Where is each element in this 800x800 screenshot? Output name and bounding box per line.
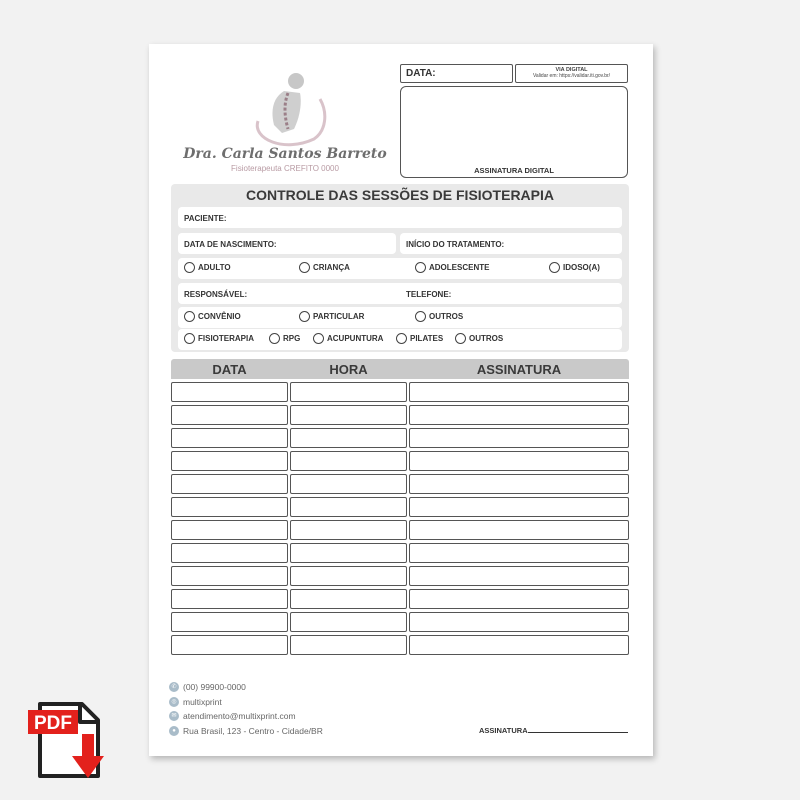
radio-icon — [549, 262, 560, 273]
option-label: RPG — [283, 334, 301, 343]
cell-assinatura[interactable] — [409, 405, 629, 425]
option-convenio[interactable] — [184, 311, 241, 322]
form-sheet — [149, 44, 653, 756]
radio-icon — [396, 333, 407, 344]
radio-icon — [269, 333, 280, 344]
table-row — [171, 520, 629, 540]
cell-data[interactable] — [171, 382, 288, 402]
radio-icon — [313, 333, 324, 344]
digital-signature-label: ASSINATURA DIGITAL — [474, 166, 554, 175]
option-outros-therapy[interactable] — [455, 333, 503, 344]
therapy-type-row — [178, 329, 622, 350]
cell-assinatura[interactable] — [409, 566, 629, 586]
radio-icon — [415, 311, 426, 322]
cell-data[interactable] — [171, 566, 288, 586]
phone-label: TELEFONE: — [406, 290, 452, 299]
option-pilates[interactable] — [396, 333, 443, 344]
option-label: PARTICULAR — [313, 312, 365, 321]
table-row — [171, 428, 629, 448]
cell-data[interactable] — [171, 543, 288, 563]
sessions-table-body — [171, 382, 629, 658]
option-label: CONVÊNIO — [198, 312, 241, 321]
cell-hora[interactable] — [290, 497, 407, 517]
contact-phone-text: (00) 99900-0000 — [183, 682, 246, 693]
option-label: ADOLESCENTE — [429, 263, 490, 272]
cell-assinatura[interactable] — [409, 382, 629, 402]
table-row — [171, 589, 629, 609]
option-label: CRIANÇA — [313, 263, 350, 272]
date-label: DATA: — [406, 68, 436, 79]
cell-hora[interactable] — [290, 428, 407, 448]
radio-icon — [415, 262, 426, 273]
contact-email-text: atendimento@multixprint.com — [183, 711, 296, 722]
table-row — [171, 635, 629, 655]
radio-icon — [299, 262, 310, 273]
cell-hora[interactable] — [290, 635, 407, 655]
cell-assinatura[interactable] — [409, 451, 629, 471]
patient-label: PACIENTE: — [184, 214, 227, 223]
cell-data[interactable] — [171, 428, 288, 448]
table-row — [171, 566, 629, 586]
email-icon: ✉ — [169, 711, 179, 721]
via-digital-box — [515, 64, 628, 83]
instagram-icon: ◎ — [169, 697, 179, 707]
cell-hora[interactable] — [290, 405, 407, 425]
option-adolescente[interactable] — [415, 262, 489, 273]
cell-hora[interactable] — [290, 589, 407, 609]
cell-data[interactable] — [171, 589, 288, 609]
option-fisioterapia[interactable] — [184, 333, 254, 344]
cell-data[interactable] — [171, 405, 288, 425]
cell-hora[interactable] — [290, 612, 407, 632]
option-label: FISIOTERAPIA — [198, 334, 255, 343]
radio-icon — [184, 333, 195, 344]
whatsapp-icon: ✆ — [169, 682, 179, 692]
contact-address — [169, 724, 323, 739]
cell-assinatura[interactable] — [409, 497, 629, 517]
form-title: CONTROLE DAS SESSÕES DE FISIOTERAPIA — [245, 187, 555, 203]
cell-data[interactable] — [171, 635, 288, 655]
table-row — [171, 497, 629, 517]
cell-assinatura[interactable] — [409, 635, 629, 655]
option-label: OUTROS — [469, 334, 504, 343]
location-pin-icon: ● — [169, 726, 179, 736]
option-rpg[interactable] — [269, 333, 300, 344]
cell-data[interactable] — [171, 612, 288, 632]
option-idoso[interactable] — [549, 262, 600, 273]
cell-assinatura[interactable] — [409, 474, 629, 494]
cell-assinatura[interactable] — [409, 520, 629, 540]
table-row — [171, 543, 629, 563]
option-label: PILATES — [410, 334, 444, 343]
column-header-assinatura: ASSINATURA — [476, 362, 562, 377]
responsible-phone-row[interactable] — [178, 283, 622, 304]
table-row — [171, 382, 629, 402]
patient-field[interactable] — [178, 207, 622, 228]
cell-data[interactable] — [171, 451, 288, 471]
option-label: ACUPUNTURA — [327, 334, 384, 343]
pdf-download-icon[interactable] — [28, 698, 110, 782]
treatment-start-label: INÍCIO DO TRATAMENTO: — [406, 240, 505, 249]
birth-date-field[interactable] — [178, 233, 396, 254]
option-label: IDOSO(A) — [563, 263, 600, 272]
column-header-hora: HORA — [329, 362, 368, 377]
column-header-data: DATA — [212, 362, 247, 377]
radio-icon — [184, 311, 195, 322]
table-row — [171, 451, 629, 471]
option-crianca[interactable] — [299, 262, 350, 273]
age-group-row — [178, 258, 622, 279]
doctor-name: Dra. Carla Santos Barreto — [183, 146, 387, 162]
cell-assinatura[interactable] — [409, 428, 629, 448]
option-label: OUTROS — [429, 312, 464, 321]
date-field[interactable] — [400, 64, 513, 83]
option-outros-payment[interactable] — [415, 311, 463, 322]
cell-assinatura[interactable] — [409, 589, 629, 609]
radio-icon — [299, 311, 310, 322]
cell-hora[interactable] — [290, 520, 407, 540]
birth-date-label: DATA DE NASCIMENTO: — [184, 240, 277, 249]
responsible-label: RESPONSÁVEL: — [184, 290, 248, 299]
treatment-start-field[interactable] — [400, 233, 622, 254]
table-row — [171, 612, 629, 632]
contact-instagram-text: multixprint — [183, 696, 222, 707]
physio-spine-logo — [244, 69, 334, 149]
via-digital-title: VIA DIGITAL — [555, 67, 588, 73]
signature-line — [528, 732, 628, 733]
cell-hora[interactable] — [290, 382, 407, 402]
option-particular[interactable] — [299, 311, 364, 322]
patient-signature-field[interactable] — [479, 726, 628, 735]
cell-data[interactable] — [171, 520, 288, 540]
contact-instagram — [169, 695, 323, 710]
cell-data[interactable] — [171, 497, 288, 517]
cell-assinatura[interactable] — [409, 612, 629, 632]
doctor-registration: Fisioterapeuta CREFITO 0000 — [231, 164, 339, 173]
via-digital-url: Validar em: https://validar.iti.gov.br/ — [532, 73, 611, 79]
cell-assinatura[interactable] — [409, 543, 629, 563]
cell-hora[interactable] — [290, 566, 407, 586]
option-acupuntura[interactable] — [313, 333, 383, 344]
cell-data[interactable] — [171, 474, 288, 494]
option-adulto[interactable] — [184, 262, 231, 273]
radio-icon — [184, 262, 195, 273]
pdf-label: PDF — [34, 713, 72, 734]
payment-type-row — [178, 307, 622, 328]
contact-info — [169, 680, 323, 738]
contact-phone — [169, 680, 323, 695]
table-row — [171, 405, 629, 425]
cell-hora[interactable] — [290, 451, 407, 471]
sessions-table-header — [171, 359, 629, 379]
contact-address-text: Rua Brasil, 123 - Centro - Cidade/BR — [183, 725, 323, 736]
table-row — [171, 474, 629, 494]
digital-signature-box[interactable] — [400, 86, 628, 178]
cell-hora[interactable] — [290, 543, 407, 563]
option-label: ADULTO — [198, 263, 231, 272]
radio-icon — [455, 333, 466, 344]
session-control-panel — [171, 184, 629, 352]
contact-email — [169, 709, 323, 724]
patient-signature-label: ASSINATURA — [479, 726, 528, 735]
cell-hora[interactable] — [290, 474, 407, 494]
